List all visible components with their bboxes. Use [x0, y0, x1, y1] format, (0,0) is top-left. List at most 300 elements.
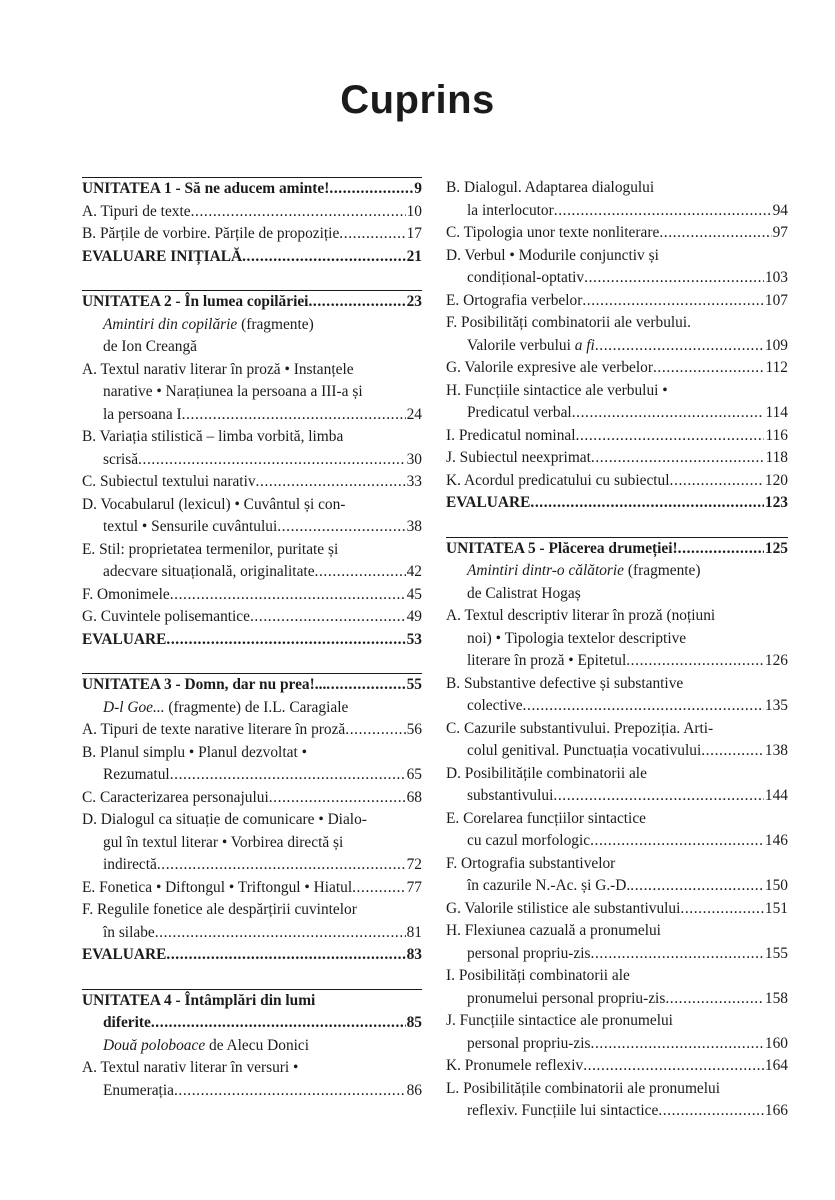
toc-entry	[446, 605, 788, 673]
unit-heading	[82, 989, 422, 1035]
toc-line	[446, 695, 788, 718]
toc-line	[82, 584, 422, 607]
entry-title	[467, 1033, 591, 1056]
entry-title	[446, 922, 661, 939]
toc-entry	[82, 606, 422, 629]
text-segment: literare în proză • Epitetul	[467, 652, 627, 669]
toc-line	[82, 336, 422, 359]
toc-line	[82, 314, 422, 337]
dot-leader	[659, 222, 771, 245]
page-number: 114	[765, 404, 788, 421]
entry-title	[467, 402, 572, 425]
dot-leader	[352, 877, 406, 900]
dot-leader	[583, 1055, 764, 1078]
page-number: 77	[406, 878, 422, 896]
text-segment: A. Textul descriptiv literar în proză (noțiuni	[446, 607, 716, 624]
toc-line	[82, 1035, 422, 1058]
text-segment: A. Tipuri de texte narative literare în proză	[82, 721, 346, 738]
entry-title	[467, 1100, 658, 1123]
entry-title	[446, 425, 576, 448]
toc-line	[446, 447, 788, 470]
text-segment: Amintiri dintr-o călătorie	[467, 562, 625, 579]
text-segment: la persoana I	[103, 405, 182, 423]
entry-title	[82, 471, 256, 494]
dot-leader	[591, 943, 764, 966]
dot-leader	[157, 854, 406, 877]
text-segment: Valorile verbului	[467, 336, 575, 354]
toc-line	[82, 787, 422, 810]
text-segment: K. Pronumele reflexiv	[446, 1057, 584, 1074]
text-segment: C. Cazurile substantivului. Prepoziția. Arti-	[446, 719, 714, 737]
toc-line	[82, 404, 422, 427]
entry-title	[467, 943, 591, 966]
text-segment: A. Textul narativ literar în versuri •	[82, 1059, 299, 1076]
text-segment: C. Subiectul textului narativ	[82, 473, 256, 490]
entry-title	[82, 719, 345, 742]
dot-leader	[626, 650, 764, 673]
toc-line	[446, 380, 788, 403]
page-number: 23	[406, 293, 422, 310]
toc-line	[82, 697, 422, 720]
text-segment: D. Dialogul ca situație de comunicare • Dialo-	[82, 811, 367, 828]
toc-line	[446, 943, 788, 966]
page-number: 65	[406, 766, 422, 783]
toc-line	[82, 494, 422, 517]
toc-entry	[82, 809, 422, 877]
dot-leader	[329, 178, 413, 201]
unit-heading	[82, 290, 422, 314]
toc-line	[446, 875, 788, 898]
toc-line	[446, 650, 788, 673]
entry-title	[446, 538, 678, 561]
text-segment: B. Substantive defective și substantive	[446, 674, 684, 692]
toc-entry	[446, 853, 788, 898]
toc-entry	[82, 539, 422, 584]
text-segment: B. Părțile de vorbire. Părțile de propoziție	[82, 225, 340, 242]
entry-title	[82, 877, 352, 900]
entry-title	[82, 496, 345, 513]
toc-line	[446, 605, 788, 628]
entry-title	[446, 470, 670, 493]
page-number: 72	[406, 856, 422, 873]
toc-entry	[446, 290, 788, 313]
dot-leader	[576, 425, 765, 448]
text-segment: în silabe	[103, 923, 155, 941]
toc-entry	[446, 1078, 788, 1123]
text-segment: EVALUARE INIȚIALĂ	[82, 247, 243, 265]
toc-line	[446, 1010, 788, 1033]
dot-leader	[584, 267, 764, 290]
dot-leader	[151, 1012, 406, 1035]
page-number: 9	[414, 180, 422, 197]
text-segment: A. Tipuri de texte	[82, 202, 191, 220]
toc-line	[446, 628, 788, 651]
dot-leader	[590, 830, 764, 853]
entry-title	[82, 584, 170, 607]
text-segment: D. Verbul • Modurile conjunctiv și	[446, 246, 659, 264]
text-segment: Predicatul verbal	[467, 404, 572, 421]
toc-entry	[446, 245, 788, 290]
page-number: 150	[764, 877, 788, 894]
entry-title	[467, 267, 584, 290]
text-segment: K. Acordul predicatului cu subiectul	[446, 471, 670, 489]
text-segment: F. Ortografia substantivelor	[446, 854, 616, 872]
toc-line	[446, 763, 788, 786]
text-segment: E. Corelarea funcțiilor sintactice	[446, 809, 646, 827]
page-number: 155	[764, 944, 788, 962]
toc-line	[82, 764, 422, 787]
toc-line	[82, 1080, 422, 1103]
toc-line	[82, 832, 422, 855]
toc-line	[82, 1057, 422, 1080]
dot-leader	[339, 223, 405, 246]
dot-leader	[326, 674, 405, 697]
text-segment: de Calistrat Hogaș	[467, 584, 581, 602]
toc-entry	[446, 312, 788, 357]
toc-line	[446, 177, 788, 200]
toc-entry	[82, 877, 422, 900]
toc-entry	[82, 223, 422, 246]
toc-line	[82, 990, 422, 1013]
entry-title	[446, 290, 582, 313]
toc-entry	[446, 718, 788, 763]
entry-title	[82, 291, 308, 314]
entry-title	[82, 787, 269, 810]
text-segment: I. Posibilități combinatorii ale	[446, 967, 630, 984]
page-number: 103	[764, 269, 788, 286]
entry-title	[467, 830, 590, 853]
toc-line	[446, 357, 788, 380]
dot-leader	[595, 335, 764, 358]
text-segment: (fragmente)	[237, 315, 314, 333]
toc-entry	[446, 222, 788, 245]
text-segment: EVALUARE	[446, 494, 531, 511]
toc-line	[82, 899, 422, 922]
dot-leader	[582, 290, 764, 313]
literary-work-line	[446, 560, 788, 605]
toc-entry	[446, 1055, 788, 1078]
entry-title	[467, 695, 523, 718]
toc-line	[446, 583, 788, 606]
unit-heading	[82, 177, 422, 201]
dot-leader	[256, 471, 406, 494]
toc-line	[446, 1078, 788, 1101]
evaluation-entry	[82, 944, 422, 967]
toc-line	[82, 178, 422, 201]
page-number: 138	[764, 742, 788, 759]
page-number: 144	[764, 787, 788, 804]
toc-line	[82, 809, 422, 832]
toc-line	[446, 673, 788, 696]
page-number: 24	[406, 405, 422, 423]
toc-line	[82, 944, 422, 967]
toc-entry	[82, 201, 422, 224]
entry-title	[103, 834, 343, 851]
text-segment: E. Stil: proprietatea termenilor, puritate și	[82, 540, 339, 558]
entry-title	[446, 1012, 673, 1029]
entry-title	[446, 1055, 583, 1078]
toc-line	[446, 200, 788, 223]
section-gap	[446, 515, 788, 537]
entry-title	[82, 178, 329, 201]
evaluation-entry	[446, 492, 788, 515]
toc-line	[82, 561, 422, 584]
toc-line	[82, 674, 422, 697]
dot-leader	[530, 492, 764, 515]
page-number: 109	[764, 336, 788, 354]
dot-leader	[308, 291, 405, 314]
page-number: 38	[406, 518, 422, 535]
page-number: 146	[764, 832, 788, 849]
page-number: 158	[764, 989, 788, 1007]
entry-title	[446, 810, 646, 827]
text-segment: (fragmente)	[624, 562, 701, 579]
entry-title	[82, 811, 367, 828]
toc-line	[82, 201, 422, 224]
toc-line	[446, 335, 788, 358]
entry-title	[467, 740, 701, 763]
toc-line	[446, 808, 788, 831]
text-segment: cu cazul morfologic	[467, 832, 591, 849]
entry-title	[446, 314, 691, 331]
toc-line	[446, 245, 788, 268]
toc-line	[82, 449, 422, 472]
evaluation-entry	[82, 246, 422, 269]
toc-right-column	[446, 177, 788, 1123]
toc-line	[82, 291, 422, 314]
entry-title	[82, 674, 326, 697]
text-segment: F. Posibilități combinatorii ale verbului.	[446, 314, 691, 331]
toc-entry	[82, 584, 422, 607]
dot-leader	[670, 470, 764, 493]
toc-entry	[446, 965, 788, 1010]
entry-title	[446, 675, 683, 692]
page-number: 53	[406, 630, 422, 648]
entry-title	[82, 901, 357, 918]
page-number: 42	[406, 563, 422, 580]
dot-leader	[345, 719, 405, 742]
page-number: 81	[406, 923, 422, 941]
dot-leader	[678, 538, 764, 561]
text-segment: de Ion Creangă	[103, 338, 198, 355]
dot-leader	[653, 357, 765, 380]
entry-title	[82, 1059, 298, 1076]
entry-title	[82, 223, 339, 246]
dot-leader	[170, 584, 406, 607]
dot-leader	[174, 1080, 406, 1103]
page-number: 160	[764, 1034, 788, 1052]
entry-title	[446, 855, 615, 872]
toc-entry	[446, 380, 788, 425]
toc-line	[446, 1033, 788, 1056]
text-segment: A. Textul narativ literar în proză • Instanțele	[82, 360, 354, 378]
entry-title	[467, 200, 554, 223]
text-segment: F. Regulile fonetice ale despărțirii cuvintelor	[82, 901, 357, 918]
text-segment: I. Predicatul nominal	[446, 426, 576, 444]
toc-entry	[82, 471, 422, 494]
text-segment: H. Flexiunea cazuală a pronumelui	[446, 922, 661, 939]
text-segment: narative • Narațiunea la persoana a III-a și	[103, 383, 363, 400]
toc-line	[446, 538, 788, 561]
toc-line	[446, 425, 788, 448]
text-segment: -	[171, 991, 185, 1009]
text-segment: UNITATEA 2 - În lumea copilăriei	[82, 293, 309, 310]
dot-leader	[523, 695, 764, 718]
entry-title	[446, 357, 653, 380]
entry-title	[82, 201, 191, 224]
text-segment: D-l Goe...	[103, 698, 165, 716]
toc-line	[446, 965, 788, 988]
dot-leader	[269, 787, 406, 810]
entry-title	[82, 246, 242, 269]
section-gap	[82, 268, 422, 290]
unit-heading	[446, 537, 788, 561]
page-number: 86	[406, 1081, 422, 1099]
dot-leader	[665, 988, 764, 1011]
dot-leader	[166, 629, 405, 652]
page-number: 10	[406, 202, 422, 220]
text-segment: Întâmplări din lumi	[184, 991, 316, 1009]
toc-line	[446, 402, 788, 425]
toc-left-column	[82, 177, 422, 1102]
toc-line	[446, 853, 788, 876]
page-number: 118	[765, 449, 788, 466]
text-segment: L. Posibilitățile combinatorii ale pronumelui	[446, 1079, 720, 1097]
toc-line	[82, 606, 422, 629]
entry-title	[82, 992, 315, 1009]
entry-title	[446, 765, 647, 782]
dot-leader	[170, 764, 406, 787]
text-segment: H. Funcțiile sintactice ale verbului •	[446, 381, 668, 399]
text-segment: C. Caracterizarea personajului	[82, 788, 269, 806]
toc-entry	[446, 898, 788, 921]
toc-line	[82, 922, 422, 945]
section-gap	[82, 651, 422, 673]
entry-title	[82, 629, 166, 652]
dot-leader	[554, 200, 772, 223]
text-segment: (fragmente) de I.L. Caragiale	[164, 698, 349, 716]
entry-title	[82, 944, 166, 967]
text-segment: D. Vocabularul (lexicul) • Cuvântul și con-	[82, 495, 346, 513]
toc-entry	[82, 899, 422, 944]
toc-line	[82, 719, 422, 742]
page-number: 33	[406, 473, 422, 490]
toc-entry	[82, 1057, 422, 1102]
toc-line	[446, 492, 788, 515]
toc-entry	[82, 494, 422, 539]
entry-title	[103, 449, 138, 472]
entry-title	[446, 1080, 720, 1097]
toc-entry	[82, 426, 422, 471]
text-segment: Două poloboace	[103, 1036, 206, 1054]
literary-work-line	[82, 697, 422, 720]
entry-title	[103, 1080, 174, 1103]
entry-title	[103, 516, 277, 539]
toc-entry	[446, 763, 788, 808]
entry-title	[103, 854, 157, 877]
toc-line	[446, 830, 788, 853]
literary-work-line	[82, 314, 422, 359]
toc-entry	[446, 425, 788, 448]
page-number: 55	[406, 676, 422, 693]
toc-line	[446, 312, 788, 335]
entry-title	[103, 316, 314, 333]
dot-leader	[138, 449, 406, 472]
text-segment: B. Planul simplu • Planul dezvoltat •	[82, 743, 307, 761]
dot-leader	[658, 1100, 764, 1123]
text-segment: G. Valorile expresive ale verbelor	[446, 359, 653, 376]
entry-title	[446, 720, 713, 737]
text-segment: G. Cuvintele polisemantice	[82, 608, 250, 625]
toc-entry	[446, 357, 788, 380]
page-number: 94	[772, 201, 788, 219]
toc-line	[446, 920, 788, 943]
text-segment: reflexiv. Funcțiile lui sintactice	[467, 1102, 659, 1119]
entry-title	[103, 699, 348, 716]
entry-title	[82, 428, 343, 445]
dot-leader	[591, 1033, 764, 1056]
page-number: 116	[765, 426, 788, 444]
toc-line	[82, 426, 422, 449]
page-number: 120	[764, 471, 788, 489]
entry-title	[446, 492, 530, 515]
dot-leader	[277, 516, 405, 539]
entry-title	[82, 744, 307, 761]
dot-leader	[630, 875, 764, 898]
page-number: 21	[406, 247, 422, 265]
page-number: 30	[406, 450, 422, 468]
text-segment: EVALUARE	[82, 946, 167, 963]
entry-title	[467, 562, 701, 579]
entry-title	[467, 875, 630, 898]
entry-title	[103, 922, 155, 945]
toc-entry	[82, 742, 422, 787]
page-title: Cuprins	[340, 78, 495, 122]
entry-title	[446, 967, 630, 984]
page-number: 164	[764, 1057, 788, 1074]
text-segment: E. Ortografia verbelor	[446, 291, 583, 309]
entry-title	[82, 541, 338, 558]
entry-title	[446, 247, 659, 264]
page-number: 107	[764, 291, 788, 309]
text-segment: B. Dialogul. Adaptarea dialogului	[446, 179, 655, 196]
text-segment: substantivului	[467, 787, 554, 804]
toc-line	[82, 854, 422, 877]
page-number: 68	[406, 788, 422, 806]
text-segment: EVALUARE	[82, 630, 167, 648]
toc-line	[446, 1055, 788, 1078]
entry-title	[103, 1012, 151, 1035]
page-number: 151	[764, 899, 788, 917]
toc-line	[446, 988, 788, 1011]
text-segment: la interlocutor	[467, 201, 554, 219]
dot-leader	[591, 447, 765, 470]
entry-title	[467, 650, 626, 673]
entry-title	[103, 404, 182, 427]
toc-entry	[446, 673, 788, 718]
page-number: 97	[772, 224, 788, 241]
toc-line	[82, 359, 422, 382]
text-segment: C. Tipologia unor texte nonliterare	[446, 224, 660, 241]
entry-title	[103, 764, 170, 787]
toc-line	[82, 742, 422, 765]
entry-title	[446, 898, 680, 921]
page-number: 17	[406, 225, 422, 242]
text-segment: Enumerația	[103, 1081, 174, 1099]
text-segment: colective	[467, 697, 523, 714]
toc-line	[446, 267, 788, 290]
text-segment: de Alecu Donici	[205, 1036, 310, 1054]
